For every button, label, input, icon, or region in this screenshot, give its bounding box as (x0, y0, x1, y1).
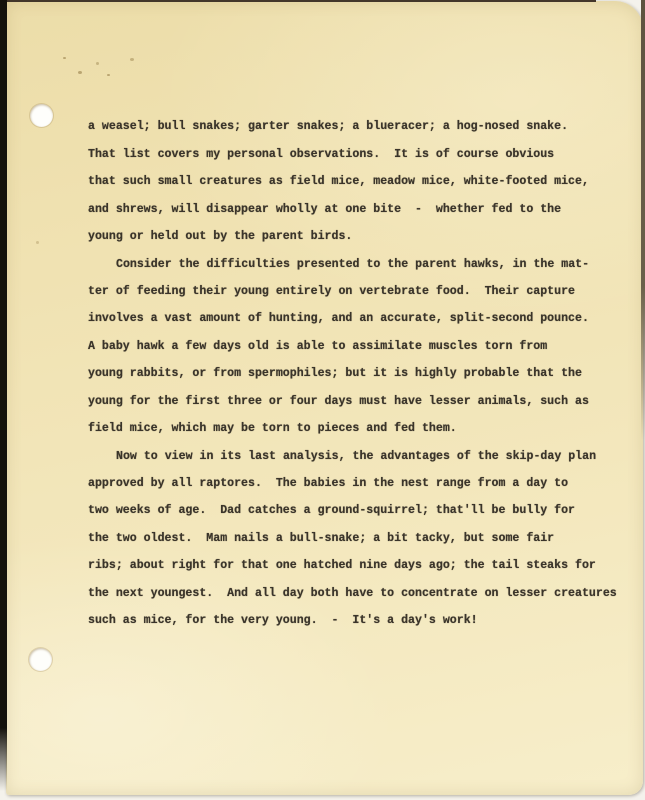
scan-edge-right (641, 0, 645, 440)
typewritten-text (88, 31, 617, 635)
scan-edge-left (0, 0, 7, 791)
text-line: a weasel; bull snakes; garter snakes; a blueracer; a hog-nosed snake. (88, 120, 569, 134)
text-line: the next youngest. And all day both have to concentrate on lesser creatures (88, 586, 617, 600)
text-line: that such small creatures as field mice, meadow mice, white-footed mice, (88, 175, 589, 189)
text-line: ribs; about right for that one hatched nine days ago; the tail steaks for (88, 559, 596, 573)
text-line: field mice, which may be torn to pieces and fed them. (88, 422, 457, 436)
text-line: A baby hawk a few days old is able to assimilate muscles torn from (88, 339, 548, 353)
text-line: young rabbits, or from spermophiles; but it is highly probable that the (88, 367, 582, 381)
text-line: That list covers my personal observations. It is of course obvious (88, 147, 555, 161)
text-line: the two oldest. Mam nails a bull-snake; a bit tacky, but some fair (88, 531, 555, 545)
text-line: young or held out by the parent birds. (88, 230, 353, 244)
text-line: two weeks of age. Dad catches a ground-squirrel; that'll be bully for (88, 504, 576, 518)
text-line: and shrews, will disappear wholly at one bite - whether fed to the (88, 202, 562, 216)
text-line: young for the first three or four days must have lesser animals, such as (88, 394, 589, 408)
text-line: such as mice, for the very young. - It's a day's work! (88, 614, 478, 628)
paper-speck (63, 57, 66, 59)
scan-edge-top (0, 0, 596, 2)
punch-hole-top (30, 104, 53, 127)
paper-speck (78, 71, 82, 74)
text-line: Now to view in its last analysis, the advantages of the skip-day plan (116, 449, 597, 463)
text-line: Consider the difficulties presented to the parent hawks, in the mat- (116, 257, 590, 271)
punch-hole-bottom (29, 648, 52, 671)
text-line: ter of feeding their young entirely on vertebrate food. Their capture (88, 284, 576, 298)
paper-speck (36, 241, 39, 244)
text-line: approved by all raptores. The babies in the nest range from a day to (88, 477, 569, 491)
text-line: involves a vast amount of hunting, and an accurate, split-second pounce. (88, 312, 589, 326)
paper-sheet (6, 1, 643, 795)
